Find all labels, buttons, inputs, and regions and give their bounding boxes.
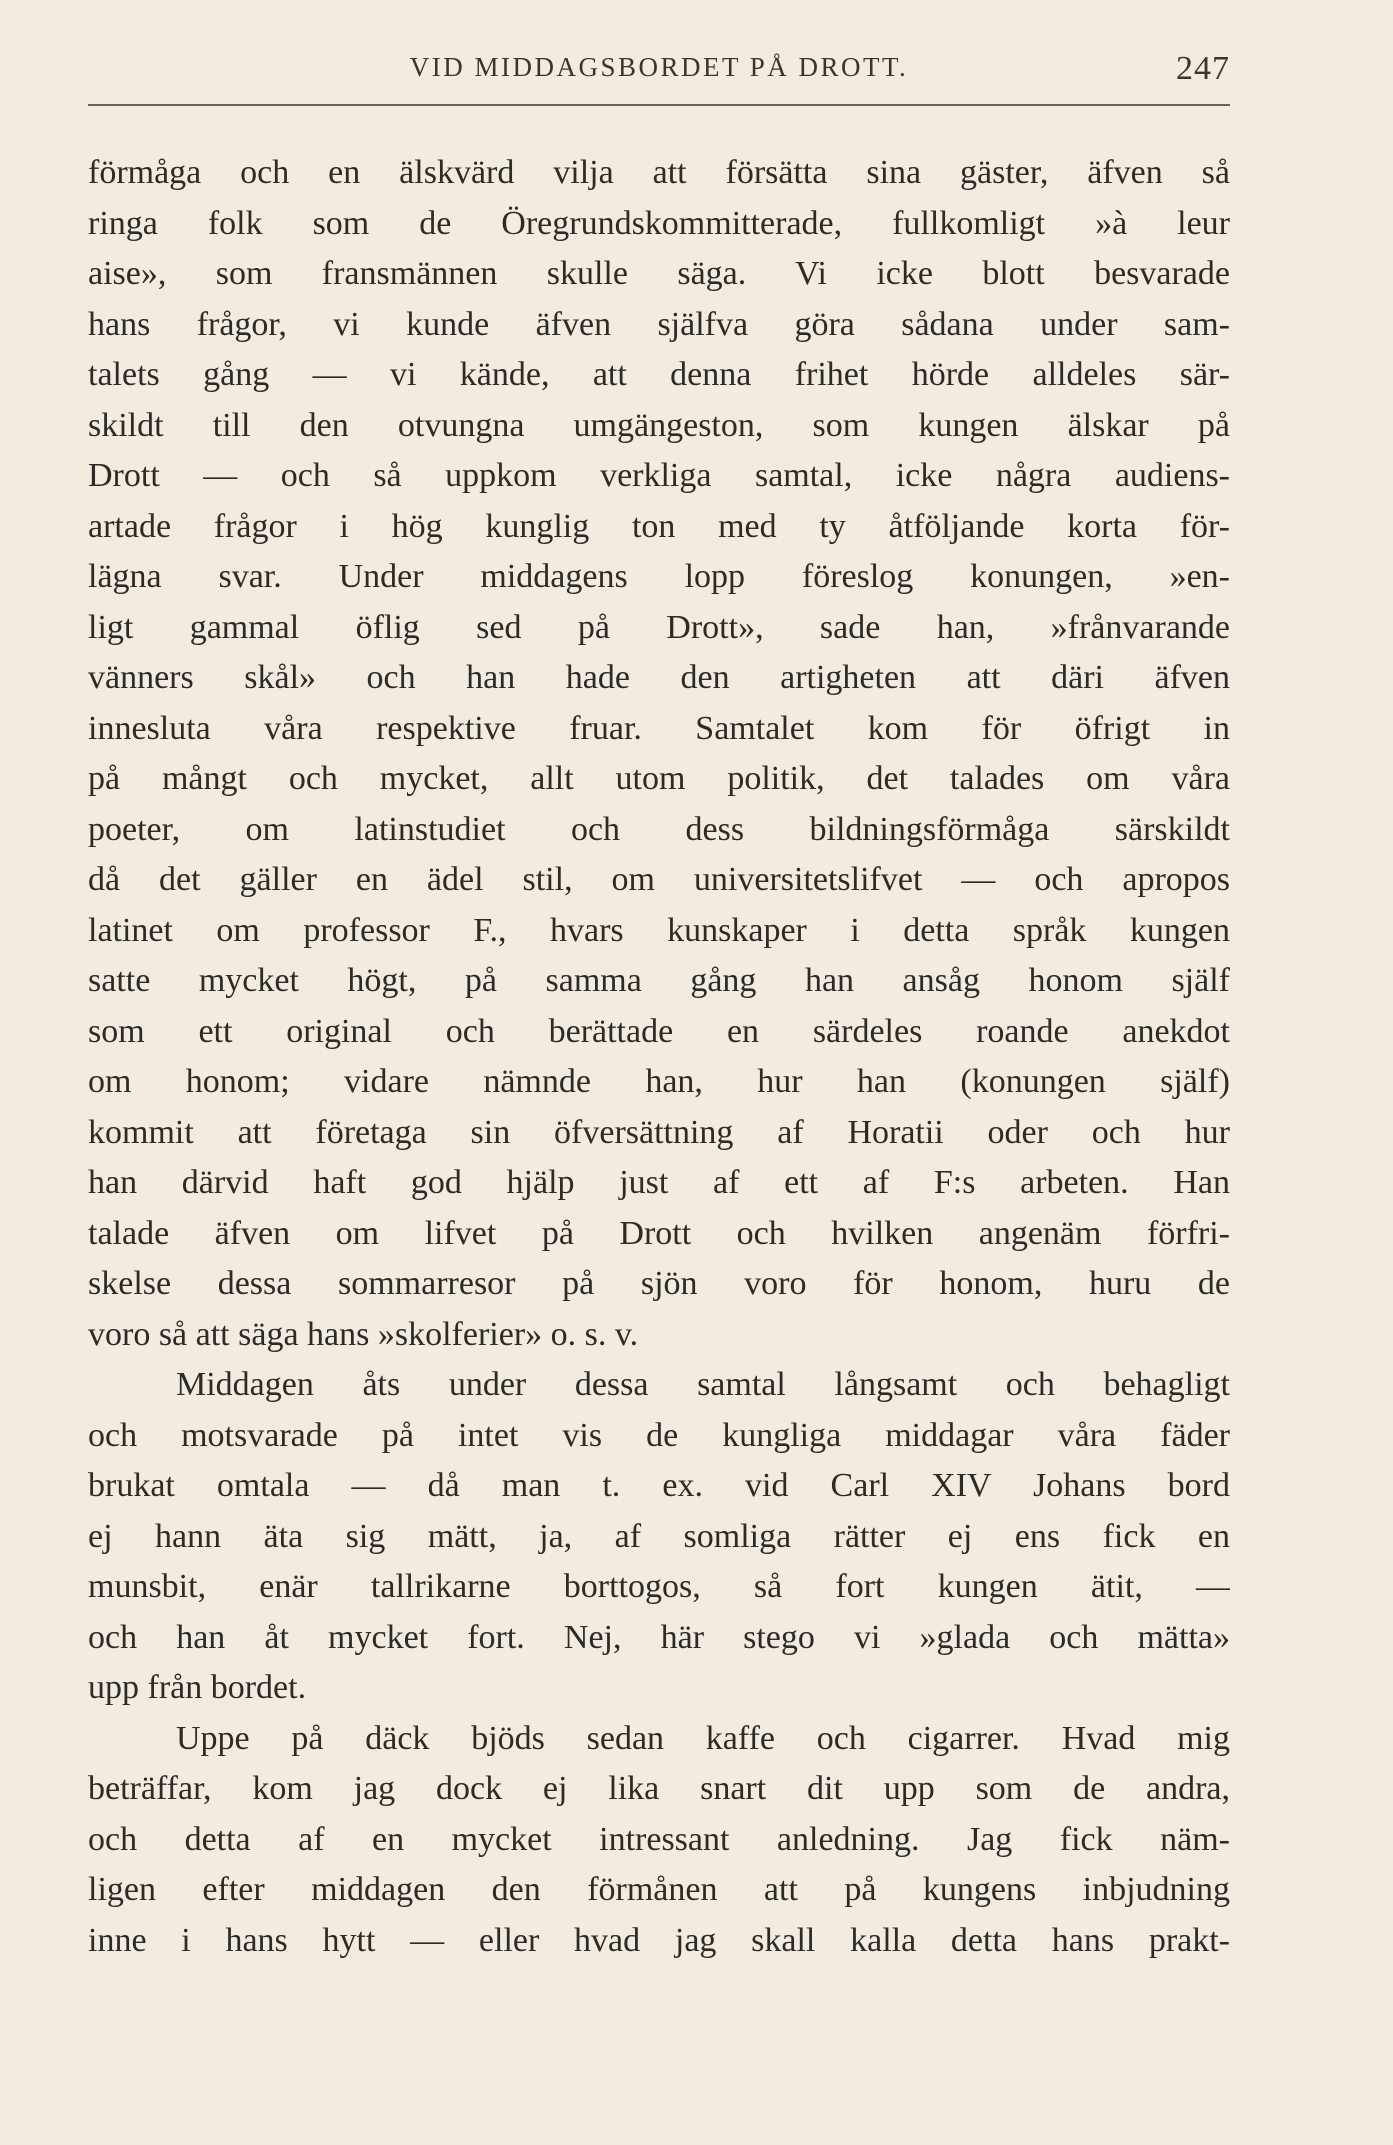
text-line: aise», som fransmännen skulle säga. Vi icke blott besvarade [88,255,1230,292]
text-line: beträffar, kom jag dock ej lika snart dit upp som de andra, [88,1770,1230,1807]
text-line: ligen efter middagen den förmånen att på kungens inbjudning [88,1871,1230,1908]
text-line: och motsvarade på intet vis de kungliga middagar våra fäder [88,1416,1230,1454]
text-line: ligt gammal öflig sed på Drott», sade han, »frånvarande [88,608,1230,646]
text-line: poeter, om latinstudiet och dess bildningsförmåga särskildt [88,810,1230,848]
text-line: inne i hans hytt — eller hvad jag skall kalla detta hans prakt- [88,1921,1230,1959]
text-line: Drott — och så uppkom verkliga samtal, icke några audiens- [88,457,1230,494]
text-line: lägna svar. Under middagens lopp föreslog konungen, »en- [88,558,1230,595]
text-line: på mångt och mycket, allt utom politik, det talades om våra [88,760,1230,797]
text-line: Middagen åts under dessa samtal långsamt och behagligt [176,1366,1230,1403]
text-line: och detta af en mycket intressant anledning. Jag fick näm- [88,1820,1230,1858]
text-line: voro så att säga hans »skolferier» o. s. v. [88,1315,639,1353]
text-line: han därvid haft god hjälp just af ett af F:s arbeten. Han [88,1164,1230,1201]
text-line: munsbit, enär tallrikarne borttogos, så fort kungen ätit, — [88,1568,1230,1605]
text-line: skildt till den otvungna umgängeston, som kungen älskar på [88,406,1230,444]
text-line: och han åt mycket fort. Nej, här stego vi »glada och mätta» [88,1618,1230,1656]
running-title: VID MIDDAGSBORDET PÅ DROTT. [409,52,909,82]
text-line: innesluta våra respektive fruar. Samtalet kom för öfrigt in [88,709,1230,747]
text-line: talade äfven om lifvet på Drott och hvilken angenäm förfri- [88,1214,1230,1252]
text-line: då det gäller en ädel stil, om universitetslifvet — och apropos [88,861,1230,898]
text-line: artade frågor i hög kunglig ton med ty åtföljande korta för- [88,507,1230,545]
text-line: förmåga och en älskvärd vilja att försätta sina gäster, äfven så [88,154,1230,191]
text-line: latinet om professor F., hvars kunskaper i detta språk kungen [88,911,1230,949]
text-line: ringa folk som de Öregrundskommitterade, fullkomligt »à leur [88,204,1230,242]
text-line: skelse dessa sommarresor på sjön voro för honom, huru de [88,1265,1230,1302]
text-line: som ett original och berättade en särdeles roande anekdot [88,1012,1230,1050]
text-line: ej hann äta sig mätt, ja, af somliga rätter ej ens fick en [88,1517,1230,1555]
text-line: brukat omtala — då man t. ex. vid Carl XIV Johans bord [88,1467,1230,1504]
text-line: talets gång — vi kände, att denna frihet hörde alldeles sär- [88,356,1230,393]
header-rule [88,104,1230,106]
page-number: 247 [1176,50,1230,87]
running-head [88,44,1230,92]
paragraph [88,148,1230,1360]
text-line: kommit att företaga sin öfversättning af Horatii oder och hur [88,1113,1230,1151]
paragraph [88,1360,1230,1714]
text-line: Uppe på däck bjöds sedan kaffe och cigarrer. Hvad mig [176,1719,1230,1757]
body-text [88,148,1230,1966]
text-line: upp från bordet. [88,1669,307,1706]
text-line: hans frågor, vi kunde äfven själfva göra sådana under sam- [88,305,1230,343]
text-line: vänners skål» och han hade den artigheten att däri äfven [88,659,1230,696]
paragraph [88,1714,1230,1967]
text-line: om honom; vidare nämnde han, hur han (konungen själf) [88,1063,1230,1100]
text-line: satte mycket högt, på samma gång han ansåg honom själf [88,962,1230,999]
